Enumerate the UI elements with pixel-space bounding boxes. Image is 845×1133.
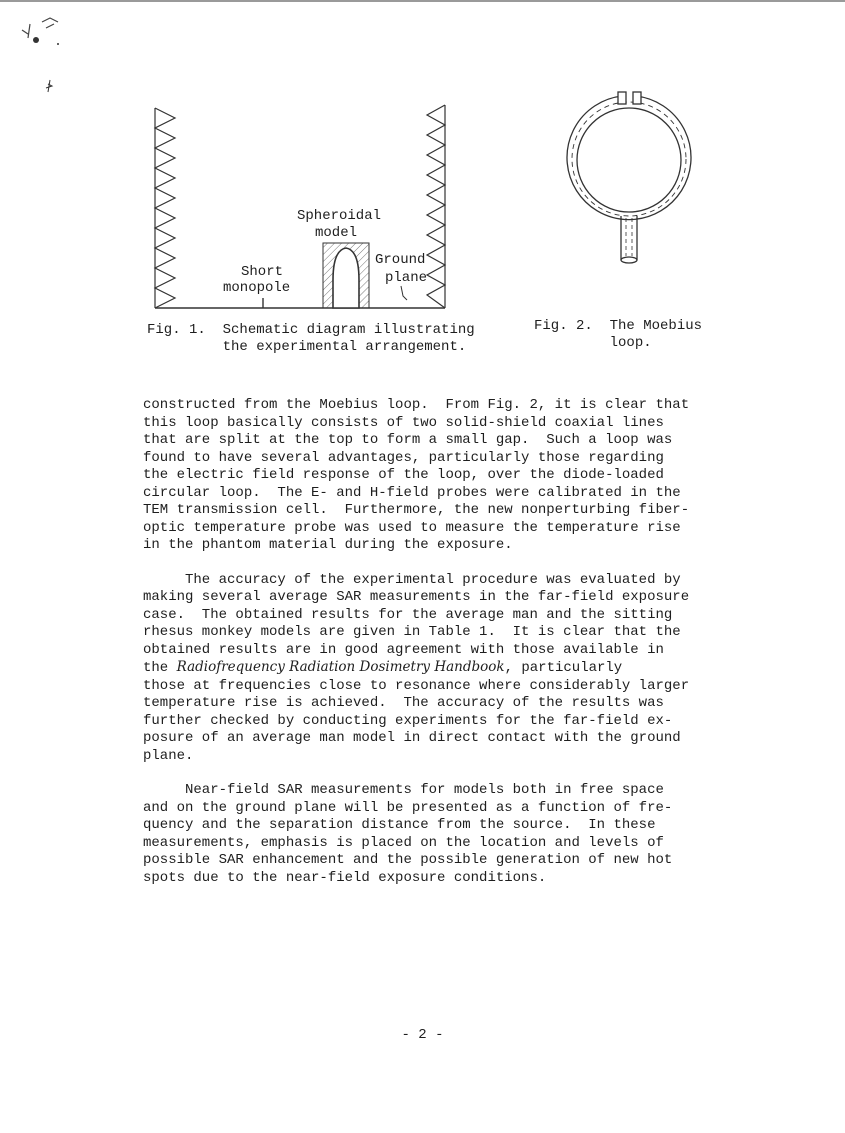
text-line: rhesus monkey models are given in Table 1. It is clear that the	[143, 624, 681, 640]
text-line: spots due to the near-field exposure conditions.	[143, 869, 547, 886]
text-line: optic temperature probe was used to measure the temperature rise	[143, 519, 681, 536]
left-absorber-wall	[155, 108, 175, 308]
handbook-prefix: the	[143, 660, 177, 676]
page-number: - 2 -	[401, 1027, 444, 1043]
label-monopole: monopole	[223, 280, 291, 296]
loop-gap-right	[633, 92, 641, 104]
figure1-caption-line1: Fig. 1. Schematic diagram illustrating	[147, 322, 475, 338]
spheroidal-model	[323, 243, 369, 308]
label-model: model	[315, 225, 358, 241]
figure1-caption-line2: the experimental arrangement.	[147, 339, 467, 355]
text-line-handbook	[143, 659, 723, 678]
text-line: found to have several advantages, particularly those regarding	[143, 449, 664, 466]
handbook-title: Radiofrequency Radiation Dosimetry Handbook	[176, 659, 505, 675]
text-line: those at frequencies close to resonance where considerably larger	[143, 677, 690, 694]
handbook-suffix: , particularly	[504, 660, 623, 676]
right-absorber-wall	[427, 105, 445, 308]
text-line: quency and the separation distance from the source. In these	[143, 817, 656, 833]
text-line: case. The obtained results for the average man and the sitting	[143, 606, 673, 623]
label-spheroidal: Spheroidal	[297, 208, 382, 224]
loop-inner-ring	[577, 108, 681, 212]
loop-outer-ring	[567, 96, 691, 220]
text-line: obtained results are in good agreement with those available in	[143, 641, 664, 658]
feed-line	[621, 216, 637, 260]
label-plane: plane	[385, 270, 428, 286]
text-line: measurements, emphasis is placed on the location and levels of	[143, 834, 664, 851]
text-line: making several average SAR measurements in the far-field exposure	[143, 589, 690, 605]
text-line: plane.	[143, 747, 194, 764]
text-line: the electric field response of the loop, over the diode-loaded	[143, 467, 664, 483]
text-line: in the phantom material during the exposure.	[143, 537, 513, 553]
text-line: The accuracy of the experimental procedure was evaluated by	[143, 571, 681, 588]
figure2-moebius-loop-diagram	[560, 88, 700, 268]
text-line: TEM transmission cell. Furthermore, the new nonperturbing fiber-	[143, 502, 690, 518]
text-line: that are split at the top to form a small gap. Such a loop was	[143, 432, 673, 448]
label-ground: Ground	[375, 252, 426, 268]
figure1-schematic-diagram	[145, 100, 455, 315]
text-line: constructed from the Moebius loop. From Fig. 2, it is clear that	[143, 397, 690, 413]
figure2-caption-line2: loop.	[534, 335, 652, 351]
text-line: circular loop. The E- and H-field probes were calibrated in the	[143, 484, 681, 501]
text-line: possible SAR enhancement and the possible generation of new hot	[143, 852, 673, 868]
text-line: and on the ground plane will be presented as a function of fre-	[143, 799, 673, 816]
label-short: Short	[241, 264, 284, 280]
loop-gap-left	[618, 92, 626, 104]
text-line: further checked by conducting experiments for the far-field ex-	[143, 712, 673, 729]
loop-inner-conductor	[572, 102, 686, 216]
text-line: this loop basically consists of two solid-shield coaxial lines	[143, 414, 664, 431]
text-line: posure of an average man model in direct contact with the ground	[143, 730, 681, 746]
figure2-caption-line1: Fig. 2. The Moebius	[534, 318, 703, 334]
text-line: Near-field SAR measurements for models both in free space	[143, 782, 664, 798]
body-text	[143, 397, 723, 887]
scan-speck-marks	[18, 14, 78, 94]
top-border-line	[0, 0, 845, 2]
text-line: temperature rise is achieved. The accuracy of the results was	[143, 695, 664, 711]
